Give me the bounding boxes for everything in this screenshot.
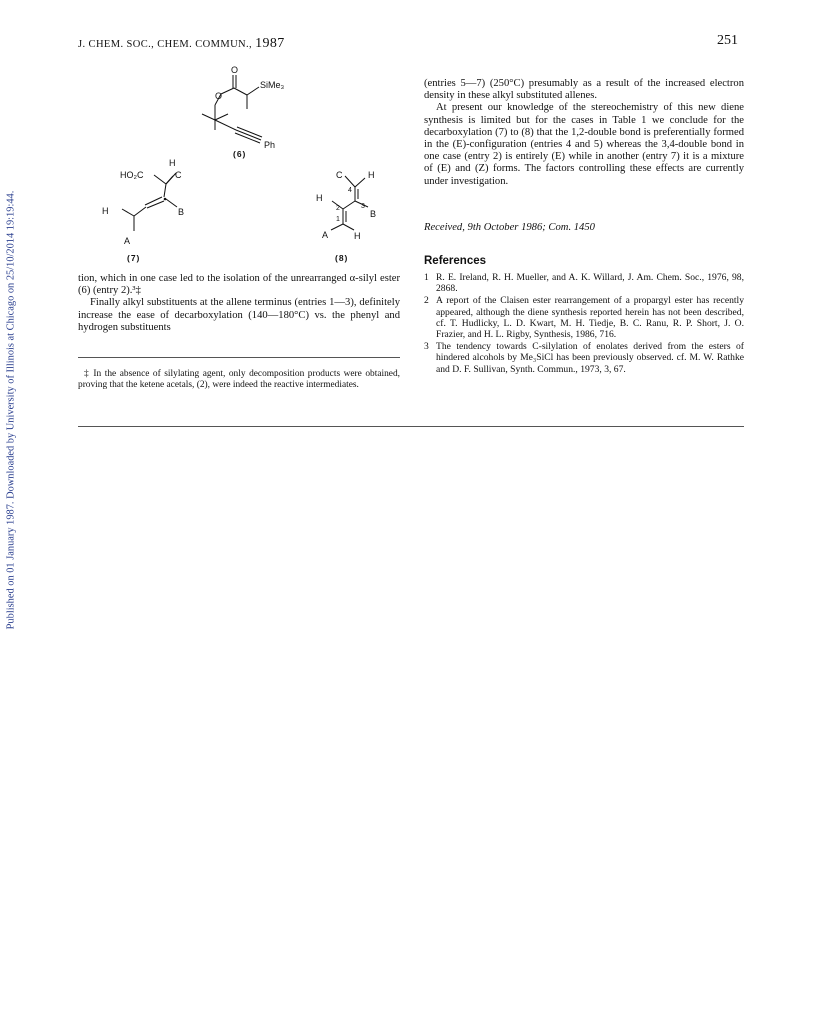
reference-text: The tendency towards C-silylation of enolates derived from the esters of hindered alcohols by Me₃SiCl has been previously observed. cf. M. W. Rathke and D. F. Sullivan, Synth. Commun., 1973, 3, 67.: [436, 341, 744, 375]
atom-b8: B: [370, 209, 377, 219]
page-end-rule: [78, 426, 744, 427]
reference-number: 2: [424, 295, 429, 307]
references-list: [424, 272, 744, 376]
paragraph: (entries 5—7) (250°C) presumably as a result of the increased electron density in these alkyl substituted allenes.: [424, 78, 744, 102]
reference-text: A report of the Claisen ester rearrangement of a propargyl ester has recently appeared, although the diene synthesis reported herein has not been described, cf. T. Hudlicky, L. D. Kwart, M. H. Tiedje, B. C. Ranu, R. P. Short, J. O. Frazier, and H. L. Rigby, Synthesis, 1986, 716.: [436, 295, 744, 341]
atom-h8-bottom: H: [354, 231, 361, 241]
reference-number: 1: [424, 272, 429, 283]
reference-text: R. E. Ireland, R. H. Mueller, and A. K. Willard, J. Am. Chem. Soc., 1976, 98, 2868.: [436, 272, 744, 295]
right-column: [424, 78, 744, 188]
footnote: [78, 369, 400, 392]
atom-h7-top: H: [169, 158, 176, 168]
chemical-structures-figure: [78, 58, 408, 263]
atom-a7: A: [124, 236, 131, 246]
download-watermark: [2, 180, 20, 640]
atom-ho2c: HO₂C: [120, 170, 144, 180]
atom-h8-left: H: [316, 193, 323, 203]
atom-c7: C: [175, 170, 182, 180]
reference-item: [424, 272, 744, 294]
atom-sime3: SiMe₃: [260, 80, 285, 90]
page-number: 251: [717, 33, 738, 48]
locant-4: 4: [348, 187, 352, 194]
atom-h8-top: H: [368, 170, 375, 180]
atom-h7-left: H: [102, 206, 109, 216]
reference-item: [424, 341, 744, 375]
locant-2: 2: [336, 205, 340, 212]
references-heading: References: [424, 255, 487, 267]
paragraph: tion, which in one case led to the isolation of the unrearranged α-silyl ester (6) (entry 2).³‡: [78, 273, 400, 297]
atom-o-carbonyl: O: [231, 65, 239, 75]
atom-b7: B: [178, 207, 185, 217]
download-watermark-text: Published on 01 January 1987. Downloaded by University of Illinois at Chicago on 25/10/2014 19:19:44.: [5, 190, 17, 630]
received-date: Received, 9th October 1986; Com. 1450: [424, 222, 595, 233]
compound-6-label: (6): [233, 149, 247, 159]
footnote-text: ‡ In the absence of silylating agent, only decomposition products were obtained, proving that the ketene acetals, (2), were indeed the reactive intermediates.: [78, 369, 400, 391]
paragraph: Finally alkyl substituents at the allene terminus (entries 1—3), definitely increase the ease of decarboxylation (140—180°C) vs. the phenyl and hydrogen substituents: [78, 297, 400, 333]
left-column: [78, 273, 400, 334]
atom-ph: Ph: [264, 140, 276, 150]
compound-7-label: (7): [127, 253, 141, 263]
reference-number: 3: [424, 341, 429, 353]
locant-1: 1: [336, 216, 340, 223]
compound-8-label: (8): [335, 253, 349, 263]
paragraph: At present our knowledge of the stereochemistry of this new diene synthesis is limited but for the cases in Table 1 we conclude for the decarboxylation (7) to (8) that the 1,2-double bond is preferentially formed in the (E)-configuration (entries 4 and 5) whereas the 3,4-double bond in one case (entry 2) is entirely (E) while in another (entry 7) it is a mixture of (E) and (Z) forms. The factors controlling these effects are currently under investigation.: [424, 102, 744, 187]
locant-3: 3: [361, 203, 365, 210]
atom-o-ester: O: [215, 91, 223, 101]
footnote-divider: [78, 357, 400, 358]
atom-c8: C: [336, 170, 343, 180]
running-header: [78, 36, 285, 52]
journal-name: J. CHEM. SOC., CHEM. COMMUN.,: [78, 39, 256, 50]
atom-a8: A: [322, 230, 329, 240]
reference-item: [424, 295, 744, 340]
journal-year: 1987: [255, 36, 285, 51]
